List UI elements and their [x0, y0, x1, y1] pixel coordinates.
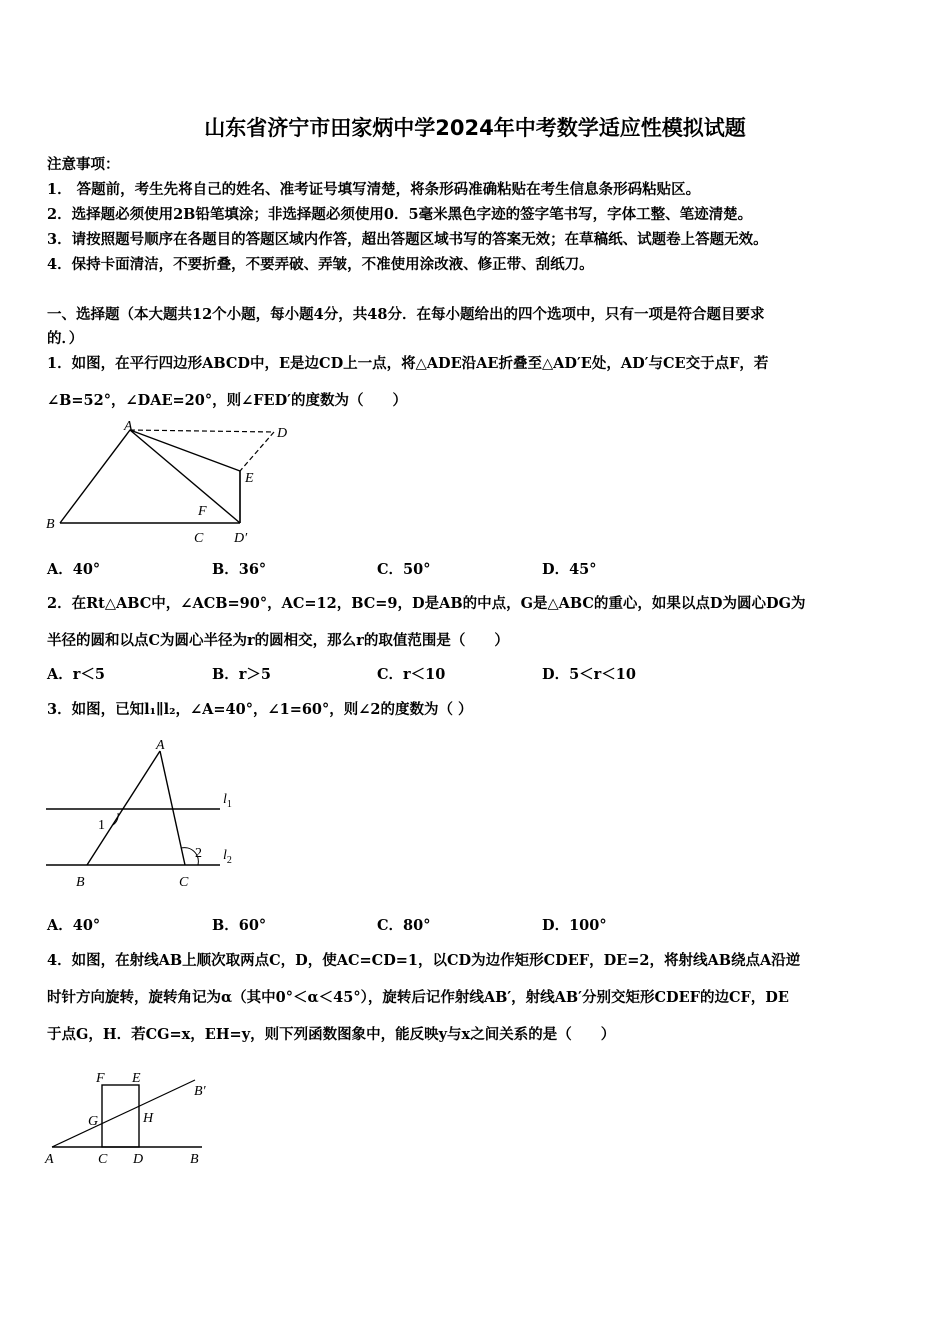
q3-label-l2: $l_2$ [223, 848, 232, 866]
q3-label-b: B [76, 875, 85, 890]
q1-label-d: D [277, 426, 288, 441]
q2-option-b[interactable]: B．r＞5 [212, 666, 271, 683]
q4-label-g: G [88, 1114, 99, 1129]
q3-option-c[interactable]: C．80° [377, 917, 431, 934]
q4-figure [40, 1063, 220, 1173]
notice-item-4: 4．保持卡面清洁，不要折叠，不要弄破、弄皱，不准使用涂改液、修正带、刮纸刀。 [47, 256, 594, 273]
q4-stem-line1: 4．如图，在射线AB上顺次取两点C，D，使AC=CD=1，以CD为边作矩形CDEF，DE=2，将射线AB绕点A沿逆 [47, 952, 801, 969]
q3-label-l1: $l_1$ [223, 792, 232, 810]
page-title: 山东省济宁市田家炳中学2024年中考数学适应性模拟试题 [204, 116, 746, 140]
q2-option-c[interactable]: C．r＜10 [377, 666, 446, 683]
q1-label-a: A [124, 419, 133, 434]
q1-label-b: B [46, 517, 55, 532]
q1-option-b[interactable]: B．36° [212, 561, 267, 578]
q1-label-dprime: D′ [234, 531, 248, 546]
q4-label-c: C [98, 1152, 108, 1167]
section-heading-line2: 的．） [47, 330, 84, 347]
q1-option-d[interactable]: D．45° [542, 561, 597, 578]
q1-figure [40, 418, 300, 548]
q1-label-c: C [194, 531, 204, 546]
notice-item-2: 2．选择题必须使用2B铅笔填涂；非选择题必须使用0．5毫米黑色字迹的签字笔书写，字体工整、笔迹清楚。 [47, 206, 753, 223]
q4-label-b: B [190, 1152, 199, 1167]
q3-option-a[interactable]: A．40° [47, 917, 101, 934]
q4-stem-line3: 于点G，H．若CG=x，EH=y，则下列函数图象中，能反映y与x之间关系的是（ ） [47, 1026, 616, 1043]
q3-stem: 3．如图，已知l₁∥l₂，∠A=40°，∠1=60°，则∠2的度数为（ ） [47, 701, 473, 718]
q2-option-d[interactable]: D．5＜r＜10 [542, 666, 636, 683]
q4-stem-line2: 时针方向旋转，旋转角记为α（其中0°＜α＜45°），旋转后记作射线AB′，射线AB′分别交矩形CDEF的边CF，DE [47, 989, 789, 1006]
q3-option-d[interactable]: D．100° [542, 917, 607, 934]
q3-figure [40, 733, 250, 893]
q3-label-angle2: 2 [195, 846, 202, 861]
section-heading-line1: 一、选择题（本大题共12个小题，每小题4分，共48分．在每小题给出的四个选项中，只有一项是符合题目要求 [47, 306, 765, 323]
q1-label-f: F [198, 504, 207, 519]
q2-option-a[interactable]: A．r＜5 [47, 666, 105, 683]
q2-stem-line1: 2．在Rt△ABC中，∠ACB=90°，AC=12，BC=9，D是AB的中点，G是△ABC的重心，如果以点D为圆心DG为 [47, 595, 806, 612]
notice-heading: 注意事项： [47, 156, 120, 173]
q3-label-c: C [179, 875, 189, 890]
q1-stem-line1: 1．如图，在平行四边形ABCD中，E是边CD上一点，将△ADE沿AE折叠至△AD′E处，AD′与CE交于点F，若 [47, 355, 769, 372]
notice-item-1: 1． 答题前，考生先将自己的姓名、准考证号填写清楚，将条形码准确粘贴在考生信息条形码粘贴区。 [47, 181, 701, 198]
q1-option-c[interactable]: C．50° [377, 561, 431, 578]
q2-stem-line2: 半径的圆和以点C为圆心半径为r的圆相交，那么r的取值范围是（ ） [47, 632, 509, 649]
q4-label-h: H [143, 1111, 154, 1126]
q1-stem-line2: ∠B=52°，∠DAE=20°，则∠FED′的度数为（ ） [47, 392, 407, 409]
q3-label-angle1: 1 [98, 818, 105, 833]
q4-label-e: E [132, 1071, 141, 1086]
q3-label-a: A [156, 738, 165, 753]
q4-label-a: A [45, 1152, 54, 1167]
q4-label-bprime: B′ [194, 1084, 206, 1099]
q4-label-f: F [96, 1071, 105, 1086]
q1-option-a[interactable]: A．40° [47, 561, 101, 578]
notice-item-3: 3．请按照题号顺序在各题目的答题区域内作答，超出答题区域书写的答案无效；在草稿纸、试题卷上答题无效。 [47, 231, 768, 248]
q3-option-b[interactable]: B．60° [212, 917, 267, 934]
q1-label-e: E [245, 471, 254, 486]
q4-label-d: D [133, 1152, 144, 1167]
